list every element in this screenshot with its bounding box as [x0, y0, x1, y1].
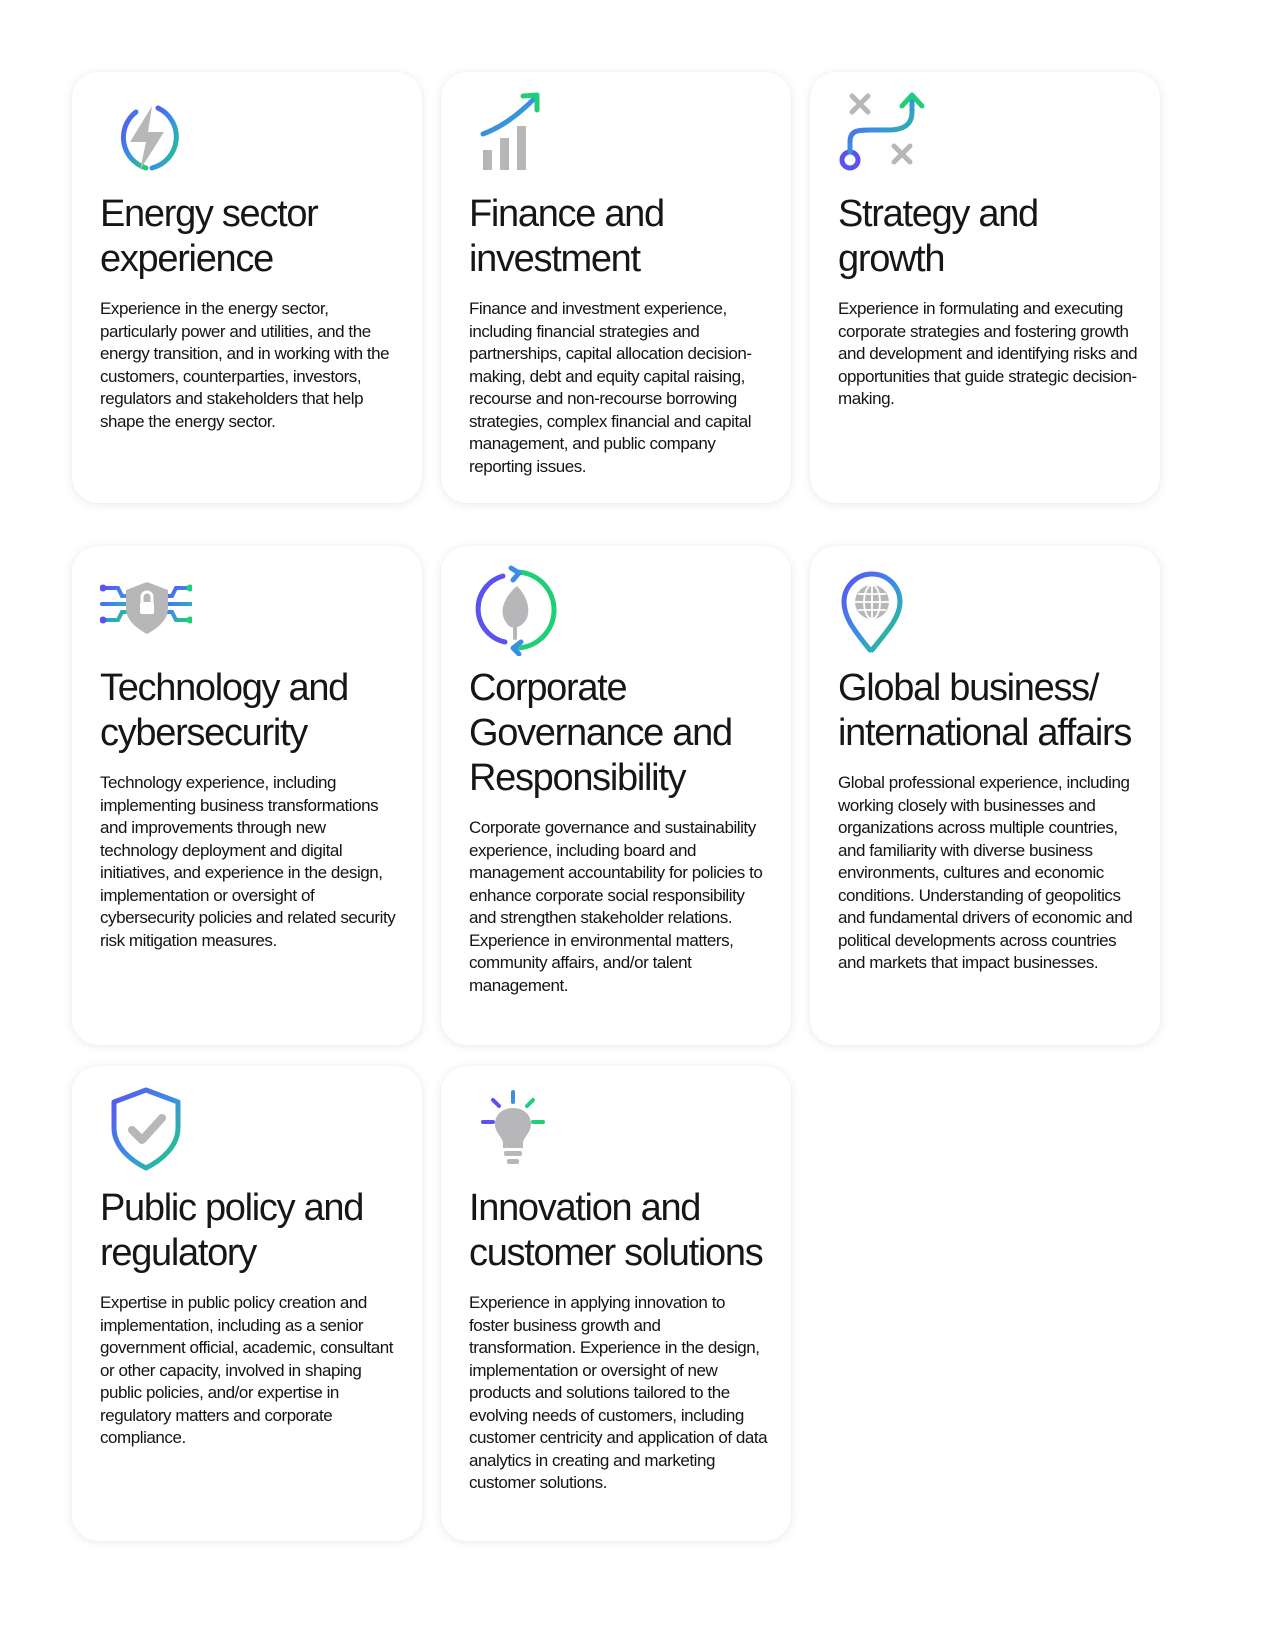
- card-title: Finance and investment: [469, 193, 664, 280]
- card-description: Global professional experience, including working closely with businesses and organizations across multiple countries, and familiarity with diverse business environments, cultures and economic conditions. Understanding of geopolitics and fundamental drivers of economic and political developments across countries and markets that impact businesses.: [838, 773, 1133, 972]
- card-title: Technology and cybersecurity: [100, 667, 349, 754]
- card-global-business: [810, 546, 1160, 1045]
- card-description: Experience in the energy sector, particularly power and utilities, and the energy transition, and in working with the customers, counterparties, investors, regulators and stakeholders that help shape the energy sector.: [100, 299, 390, 431]
- card-title: Corporate Governance and Responsibility: [469, 667, 732, 799]
- shield-lock-circuit-icon: [100, 564, 192, 656]
- card-description: Technology experience, including implementing business transformations and improvements through new technology deployment and digital initiatives, and experience in the design, implementation or oversight of cybersecurity policies and related security risk mitigation measures.: [100, 773, 396, 950]
- card-description: Finance and investment experience, including financial strategies and partnerships, capital allocation decision-making, debt and equity capital raising, recourse and non-recourse borrowing strategies, complex financial and capital management, and public company reporting issues.: [469, 299, 752, 476]
- card-description: Corporate governance and sustainability experience, including board and management accountability for policies to enhance corporate social responsibility and strengthen stakeholder relations. Experience in environmental matters, community affairs, and/or talent management.: [469, 818, 763, 995]
- card-technology-cybersecurity: [72, 546, 422, 1045]
- card-title: Energy sector experience: [100, 193, 318, 280]
- card-description: Expertise in public policy creation and implementation, including as a senior government official, academic, consultant or other capacity, involved in shaping public policies, and/or expertise in regulatory matters and corporate compliance.: [100, 1293, 394, 1447]
- card-title: Strategy and growth: [838, 193, 1038, 280]
- card-corporate-governance: [441, 546, 791, 1045]
- lightning-bolt-icon: [100, 90, 192, 182]
- leaf-cycle-icon: [469, 564, 561, 656]
- strategy-path-icon: [838, 90, 930, 182]
- card-strategy-growth: [810, 72, 1160, 503]
- card-title: Public policy and regulatory: [100, 1187, 364, 1274]
- shield-check-icon: [100, 1084, 192, 1176]
- card-title: Innovation and customer solutions: [469, 1187, 763, 1274]
- card-description: Experience in formulating and executing corporate strategies and fostering growth and development and identifying risks and opportunities that guide strategic decision-making.: [838, 299, 1138, 408]
- card-description: Experience in applying innovation to foster business growth and transformation. Experience in the design, implementation or oversight of new products and solutions tailored to the evolving needs of customers, including customer centricity and application of data analytics in creating and marketing customer solutions.: [469, 1293, 768, 1492]
- card-innovation-customer: [441, 1066, 791, 1541]
- card-title: Global business/ international affairs: [838, 667, 1132, 754]
- card-finance-investment: [441, 72, 791, 503]
- bar-chart-growth-icon: [469, 90, 561, 182]
- card-public-policy: [72, 1066, 422, 1541]
- lightbulb-icon: [469, 1084, 561, 1176]
- card-energy-sector: [72, 72, 422, 503]
- globe-pin-icon: [838, 564, 930, 656]
